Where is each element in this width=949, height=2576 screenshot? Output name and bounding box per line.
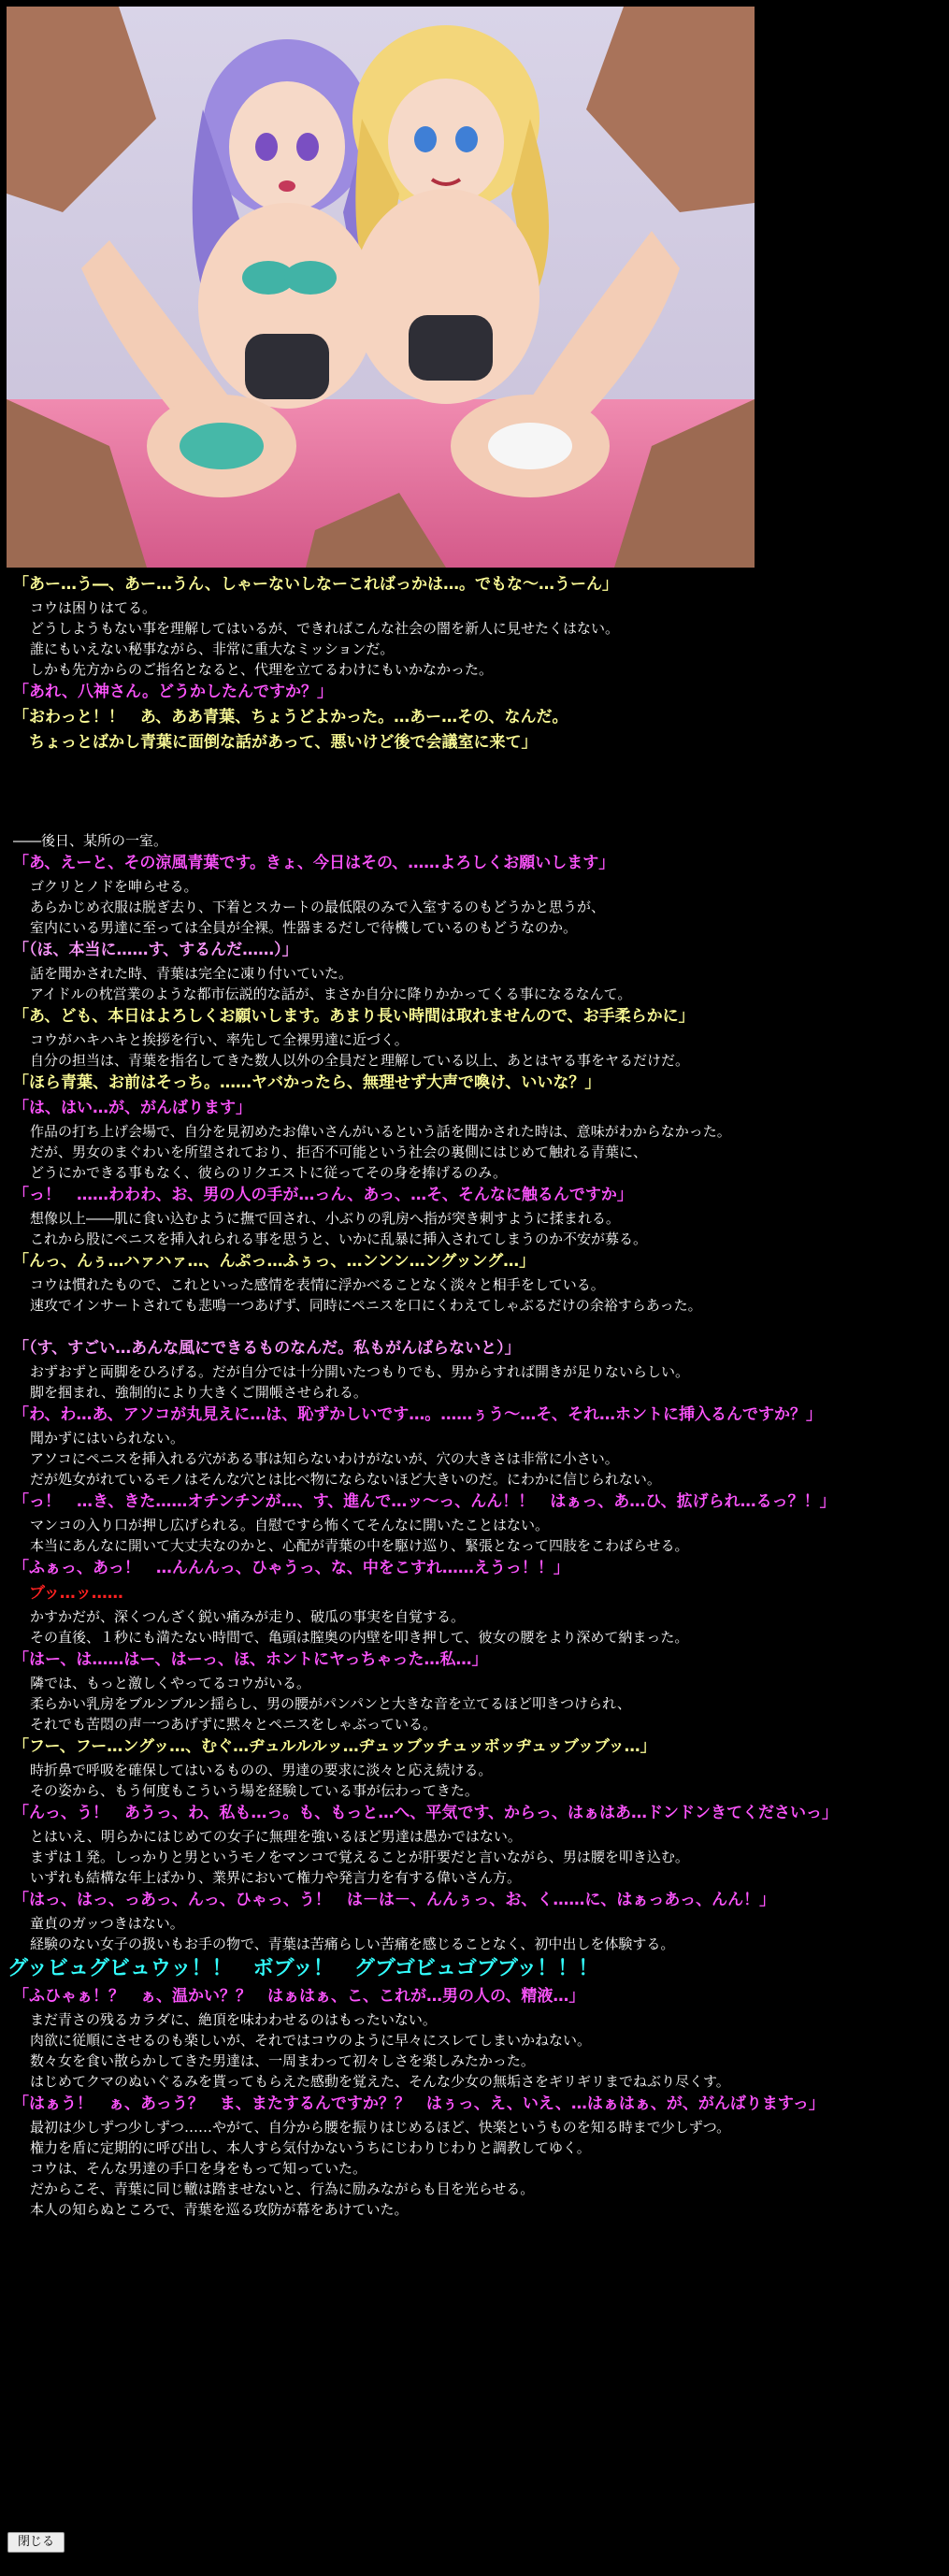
close-button[interactable]: 閉じる [7,2532,65,2553]
dialogue-line: 「フー、フー…ングッ…、むぐ…ヂュルルルッ…ヂュッブッチュッボッヂュッブッブッ…」 [13,1737,656,1756]
dialogue-line: 「ほら青葉、お前はそっち。……ヤバかったら、無理せず大声で喚け、いいな？」 [13,1073,601,1092]
narration-line: アイドルの枕営業のような都市伝説的な話が、まさか自分に降りかかってくる事になるなんて。 [30,986,632,1002]
dialogue-line: 「あー…う―、あー…うん、しゃーないしなーこればっかは…。でもな〜…うーん」 [13,575,619,594]
illustration-image [7,7,755,568]
narration-line: 肉欲に従順にさせるのも楽しいが、それではコウのように早々にスレてしまいかねない。 [30,2032,592,2049]
narration-line: どうしようもない事を理解してはいるが、できればこんな社会の闇を新人に見せたくはない。 [30,620,620,637]
spacer [7,756,942,830]
dialogue-line: ブッ…ッ…… [13,1584,123,1603]
narration-line: 童貞のガッつきはない。 [30,1915,184,1932]
narration-line: どうにかできる事もなく、彼らのリクエストに従ってその身を捧げるのみ。 [30,1164,508,1181]
narration-line: 脚を掴まれ、強制的により大きくご開帳させられる。 [30,1384,367,1401]
dialogue-line: 「あ、ども、本日はよろしくお願いします。あまり長い時間は取れませんので、お手柔らかに」 [13,1007,695,1026]
narration-line: だが処女がれているモノはそんな穴とは比べ物にならないほど大きいのだ。にわかに信じられない。 [30,1471,661,1488]
narration-line: だが、男女のまぐわいを所望されており、拒否不可能という社会の裏側にはじめて触れる青葉に、 [30,1144,648,1160]
narration-line: 話を聞かされた時、青葉は完全に凍り付いていた。 [30,965,353,982]
narration-line: これから股にペニスを挿入れられる事を思うと、いかに乱暴に挿入されてしまうのか不安が募る。 [30,1230,648,1247]
narration-line: あらかじめ衣服は脱ぎ去り、下着とスカートの最低限のみで入室するのもどうかと思うが、 [30,899,606,915]
dialogue-line: 「（す、すごい…あんな風にできるものなんだ。私もがんばらないと）」 [13,1339,521,1358]
narration-line: 数々女を食い散らかしてきた男達は、一周まわって初々しさを楽しみたかった。 [30,2052,535,2069]
narration-line: コウがハキハキと挨拶を行い、率先して全裸男達に近づく。 [30,1031,409,1048]
sound-effect-line: グッビュグビュウッ！！ ボブッ！ グブゴビュゴブブッ！！！ [7,1957,599,1980]
dialogue-line: 「あ、えーと、その涼風青葉です。きょ、今日はその、……よろしくお願いします」 [13,854,615,872]
dialogue-line: 「わ、わ…あ、アソコが丸見えに…は、恥ずかしいです…。……ぅう〜…そ、それ…ホントに挿入るんですか？」 [13,1405,822,1424]
narration-line: とはいえ、明らかにはじめての女子に無理を強いるほど男達は愚かではない。 [30,1828,522,1845]
dialogue-line: 「（ほ、本当に……す、するんだ……）」 [13,941,298,959]
narration-line: まだ青さの残るカラダに、絶頂を味わわせるのはもったいない。 [30,2011,437,2028]
narration-line: 最初は少しずつ少しずつ……やがて、自分から腰を振りはじめるほど、快楽というものを知る時まで少しずつ。 [30,2119,731,2136]
dialogue-line: 「っ！ …き、きた……オチンチンが…、す、進んで…ッ〜っ、んん！！ はぁっ、あ…ひ、拡げられ…るっ？！」 [13,1492,836,1511]
narration-line: 作品の打ち上げ会場で、自分を見初めたお偉いさんがいるという話を聞かされた時は、意味がわからなかった。 [30,1123,731,1140]
narration-line: アソコにペニスを挿入れる穴がある事は知らないわけがないが、穴の大きさは非常に小さい。 [30,1450,619,1467]
narration-line: その直後、１秒にも満たない時間で、亀頭は膣奥の内壁を叩き押して、彼女の腰をより深めて納まった。 [30,1629,689,1646]
dialogue-line: 「はぁう！ ぁ、あっう？ ま、またするんですか？？ はぅっ、え、いえ、…はぁはぁ、が、がんばりますっ」 [13,2094,825,2113]
dialogue-line: 「は、はい…が、がんばります」 [13,1099,252,1117]
narration-line: 隣では、もっと激しくやってるコウがいる。 [30,1675,311,1691]
dialogue-line: 「はー、は……はー、はーっ、ほ、ホントにヤっちゃった…私…」 [13,1650,488,1669]
narration-line: まずは１発。しっかりと男というモノをマンコで覚えることが肝要だと言いながら、男は腰を叩き込む。 [30,1849,689,1865]
story-illustration [7,7,755,568]
spacer [7,1316,942,1336]
narration-line: それでも苦悶の声一つあげずに黙々とペニスをしゃぶっている。 [30,1716,438,1733]
dialogue-line: ――後日、某所の一室。 [13,832,168,849]
narration-line: ゴクリとノドを呻らせる。 [30,878,198,895]
narration-line: 柔らかい乳房をブルンブルン揺らし、男の腰がパンパンと大きな音を立てるほど叩きつけられ、 [30,1695,631,1712]
narration-line: かすかだが、深くつんざく鋭い痛みが走り、破瓜の事実を自覚する。 [30,1608,466,1625]
narration-line: コウは、そんな男達の手口を身をもって知っていた。 [30,2160,367,2177]
dialogue-line: 「んっ、んぅ…ハァハァ…、んぷっ…ふぅっ、…ンンン…ングッング…」 [13,1252,536,1271]
narration-line: 自分の担当は、青葉を指名してきた数人以外の全員だと理解している以上、あとはヤる事をヤるだけだ。 [30,1052,690,1069]
story-text [7,572,942,2220]
narration-line: コウは慣れたもので、これといった感情を表情に浮かべることなく淡々と相手をしている。 [30,1276,605,1293]
narration-line: 本当にあんなに開いて大丈夫なのかと、心配が青葉の中を駆け巡り、緊張となって四肢をこわばらせる。 [30,1537,689,1554]
dialogue-line: 「んっ、う！ あうっ、わ、私も…っ。も、もっと…へ、平気です、からっ、はぁはあ…ドンドンきてくださいっ」 [13,1804,838,1822]
dialogue-line: 「ふひゃぁ！？ ぁ、温かい？？ はぁはぁ、こ、これが…男の人の、精液…」 [13,1987,585,2006]
narration-line: 権力を盾に定期的に呼び出し、本人すら気付かないうちにじわりじわりと調教してゆく。 [30,2139,591,2156]
dialogue-line: ちょっとばかし青葉に面倒な話があって、悪いけど後で会議室に来て」 [13,733,538,752]
dialogue-line: 「はっ、はっ、っあっ、んっ、ひゃっ、う！ は－は－、んんぅっ、お、く……に、はぁっあっ、んん！」 [13,1891,776,1909]
narration-line: しかも先方からのご指名となると、代理を立てるわけにもいかなかった。 [30,661,494,678]
narration-line: 時折鼻で呼吸を確保してはいるものの、男達の要求に淡々と応え続ける。 [30,1762,493,1778]
narration-line: 本人の知らぬところで、青葉を巡る攻防が幕をあけていた。 [30,2201,409,2218]
narration-line: 聞かずにはいられない。 [30,1430,185,1446]
narration-line: 誰にもいえない秘事ながら、非常に重大なミッションだ。 [30,640,395,657]
narration-line: コウは困りはてる。 [30,599,157,616]
dialogue-line: 「あれ、八神さん。どうかしたんですか？」 [13,683,334,701]
narration-line: はじめてクマのぬいぐるみを貰ってもらえた感動を覚えた、そんな少女の無垢さをギリギリまでねぶり尽くす。 [30,2073,730,2090]
narration-line: おずおずと両脚をひろげる。だが自分では十分開いたつもりでも、男からすれば開きが足りないらしい。 [30,1363,690,1380]
narration-line: 速攻でインサートされても悲鳴一つあげず、同時にペニスを口にくわえてしゃぶるだけの余裕すらあった。 [30,1297,702,1314]
narration-line: いずれも結構な年上ばかり、業界において権力や発言力を有する偉いさん方。 [30,1869,522,1886]
dialogue-line: 「っ！ ……わわわ、お、男の人の手が…っん、あっ、…そ、そんなに触るんですか」 [13,1186,633,1204]
dialogue-line: 「おわっと！！ あ、ああ青葉、ちょうどよかった。…あー…その、なんだ。 [13,708,568,727]
narration-line: 経験のない女子の扱いもお手の物で、青葉は苦痛らしい苦痛を感じることなく、初中出しを体験する。 [30,1936,675,1952]
narration-line: だからこそ、青葉に同じ轍は踏ませないと、行為に励みながらも目を光らせる。 [30,2180,535,2197]
narration-line: マンコの入り口が押し広げられる。自慰ですら怖くてそんなに開いたことはない。 [30,1517,550,1533]
narration-line: 室内にいる男達に至っては全員が全裸。性器まるだしで待機しているのもどうなのか。 [30,919,578,936]
narration-line: その姿から、もう何度もこういう場を経験している事が伝わってきた。 [30,1782,479,1799]
narration-line: 想像以上――肌に食い込むように撫で回され、小ぶりの乳房へ指が突き刺すように揉まれる。 [30,1210,620,1227]
dialogue-line: 「ふぁっ、あっ！ …んんんっ、ひゃうっ、な、中をこすれ……えうっ！！」 [13,1559,569,1577]
